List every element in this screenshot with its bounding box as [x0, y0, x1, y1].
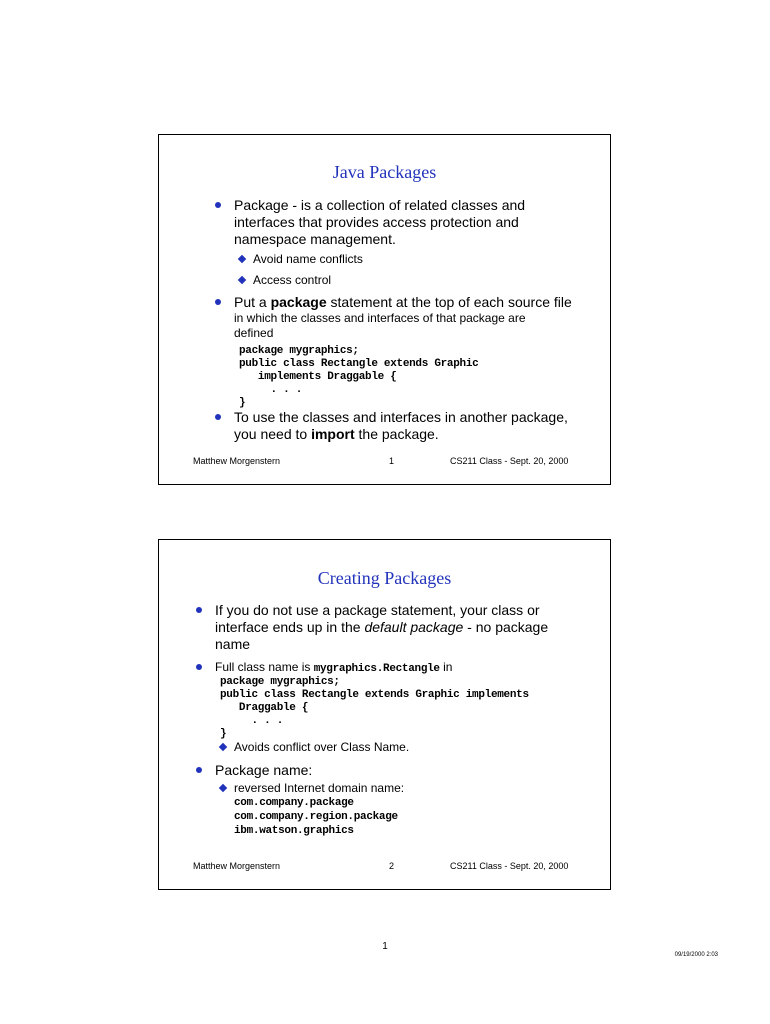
bullet-text-post: the package.	[354, 426, 439, 442]
bullet-package-definition	[234, 197, 564, 248]
sub-bullet-access-control	[253, 273, 331, 288]
code-block: package mygraphics; public class Rectangle extends Graphic implements Draggable { . . . }	[239, 345, 479, 409]
slide-2	[158, 539, 611, 890]
bullet-dot-icon	[215, 299, 221, 305]
sub-bullet-text: reversed Internet domain name:	[234, 781, 405, 795]
sub-bullet-text: Avoid name conflicts	[253, 252, 363, 266]
diamond-bullet-icon	[238, 255, 246, 263]
bullet-text-pre: To use the classes and interfaces in another package, you need to	[234, 409, 568, 442]
sub-bullet-avoids-conflict	[234, 740, 409, 755]
bullet-text-small: in which the classes and interfaces of that package are defined	[234, 311, 526, 340]
bullet-full-class-name	[215, 660, 452, 677]
code-block: package mygraphics; public class Rectangle extends Graphic implements Draggable { . . . }	[220, 676, 529, 740]
bullet-package-statement	[234, 294, 589, 341]
diamond-bullet-icon	[219, 784, 227, 792]
footer-author: Matthew Morgenstern	[193, 861, 281, 871]
slide-title: Creating Packages	[317, 568, 452, 588]
page-number: 1	[382, 941, 388, 952]
bullet-text-post: - no package name	[215, 619, 549, 652]
bullet-dot-icon	[196, 607, 202, 613]
bullet-text-post: statement at the top of each source file	[326, 294, 572, 310]
footer-course: CS211 Class - Sept. 20, 2000	[450, 456, 569, 466]
bullet-dot-icon	[215, 202, 221, 208]
bullet-dot-icon	[196, 664, 202, 670]
sub-bullet-text: Access control	[253, 273, 332, 287]
bullet-package-name	[215, 762, 312, 779]
bullet-text-post: in	[439, 660, 453, 674]
bullet-text: Package name:	[215, 762, 313, 778]
diamond-bullet-icon	[219, 743, 227, 751]
bullet-text-pre: Full class name is	[215, 660, 314, 674]
bullet-dot-icon	[215, 414, 221, 420]
bullet-default-package	[215, 602, 560, 653]
diamond-bullet-icon	[238, 276, 246, 284]
bullet-text-pre: Put a	[234, 294, 271, 310]
bullet-text-code: mygraphics.Rectangle	[313, 663, 440, 675]
sub-bullet-text: Avoids conflict over Class Name.	[234, 740, 410, 754]
footer-slide-number: 1	[389, 456, 395, 466]
bullet-text-pre: If you do not use a package statement, your class or interface ends up in the	[215, 602, 540, 635]
bullet-text-italic: default package	[364, 619, 464, 635]
sub-bullet-avoid-conflicts	[253, 252, 363, 267]
footer-slide-number: 2	[389, 861, 395, 871]
bullet-text: Package - is a collection of related classes and interfaces that provides access protection and namespace management.	[234, 197, 526, 247]
print-timestamp: 09/19/2000 2:03	[674, 952, 718, 958]
footer-author: Matthew Morgenstern	[193, 456, 281, 466]
bullet-text-bold: import	[311, 426, 355, 442]
bullet-import	[234, 409, 574, 443]
bullet-dot-icon	[196, 767, 202, 773]
slide-1	[158, 134, 611, 485]
code-block-domains: com.company.package com.company.region.package ibm.watson.graphics	[234, 797, 398, 837]
sub-bullet-reversed-domain	[234, 781, 404, 796]
bullet-text-bold: package	[270, 294, 327, 310]
slide-title: Java Packages	[332, 162, 437, 182]
footer-course: CS211 Class - Sept. 20, 2000	[450, 861, 569, 871]
